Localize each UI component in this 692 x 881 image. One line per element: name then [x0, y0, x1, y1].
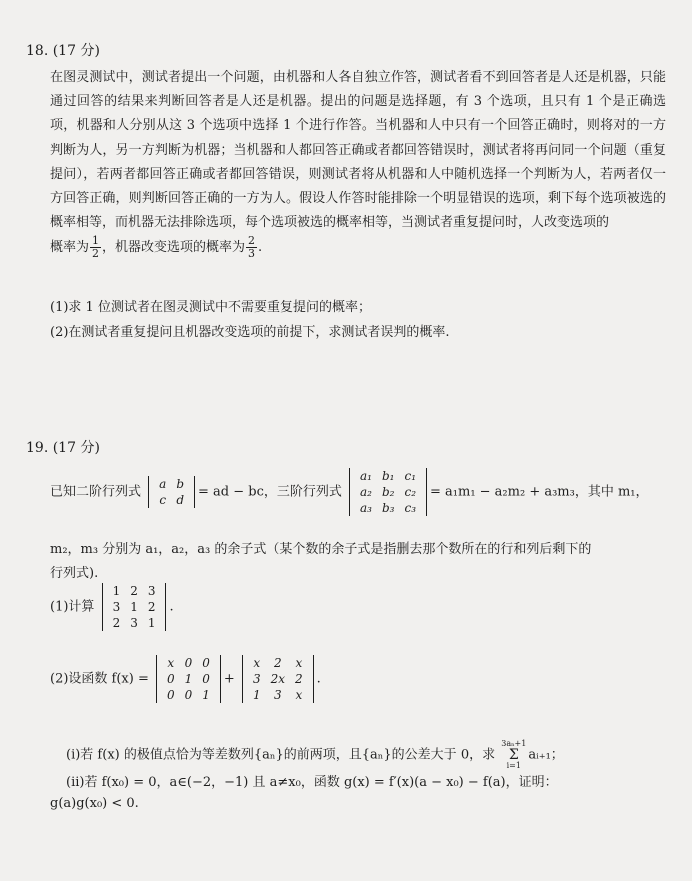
sub1-det-cell: 1 — [147, 616, 156, 630]
sub2-det1-cell: 1 — [202, 688, 210, 702]
sub1-det-cell: 3 — [130, 616, 138, 630]
sub2-det1-cell: x — [167, 656, 175, 670]
sub2-det2-cell: x — [253, 656, 261, 670]
sub1-det-cell: 2 — [130, 584, 138, 598]
summation-lower-limit: i=1 — [506, 761, 521, 770]
sub1-det-cell: 3 — [147, 584, 156, 598]
sub2-det2-cell: 3 — [273, 688, 282, 702]
det2-cell: a — [159, 477, 167, 491]
sub2-det2-cell: x — [295, 688, 303, 702]
q18-last-pre: 概率为 — [50, 240, 90, 256]
q19-intro-line2: m₂，m₃ 分别为 a₁，a₂，a₃ 的余子式（某个数的余子式是指删去那个数所在的行和列后剩下的 — [50, 542, 592, 557]
det2-cell: d — [176, 493, 184, 507]
q19-intro-eq1: = ad − bc，三阶行列式 — [198, 484, 342, 500]
sub2-det2-cell: 3 — [252, 672, 261, 686]
det3-cell: b₁ — [381, 469, 395, 483]
det3-cell: a₂ — [360, 485, 372, 499]
det3-cell: c₂ — [404, 485, 416, 499]
q19-sub2-end: . — [316, 671, 321, 687]
q19-sub2-i — [66, 740, 564, 770]
det3-cell: a₃ — [360, 501, 372, 515]
sub1-det-cell: 3 — [112, 600, 121, 614]
q19-sub1 — [50, 583, 174, 631]
det2-cell: b — [176, 477, 184, 491]
det3-cell: b₃ — [381, 501, 395, 515]
sub2-det2-cell: 2x — [270, 672, 286, 686]
q18-sub2: (2)在测试者重复提问且机器改变选项的前提下，求测试者误判的概率. — [50, 325, 450, 340]
det3-cell: c₃ — [404, 501, 416, 515]
q19-header: 19. (17 分) — [26, 440, 100, 456]
q19-sub2 — [50, 655, 321, 703]
q19-sub2-i-text: (i)若 f(x) 的极值点恰为等差数列{aₙ}的前两项，且{aₙ}的公差大于 0，求 — [66, 747, 496, 763]
q19-sub2-ii: (ii)若 f(x₀) = 0，a∈(−2，−1) 且 a≠x₀，函数 g(x) = f′(x)(a − x₀) − f(a)，证明： — [66, 775, 558, 790]
q19-sub1-pre: (1)计算 — [50, 599, 95, 615]
det3-cell: c₁ — [404, 469, 416, 483]
q18-fraction-2 — [246, 235, 257, 260]
q19-sub2-plus: + — [223, 671, 235, 687]
summation-term: aᵢ₊₁； — [528, 747, 564, 763]
q19-intro-line1 — [50, 468, 649, 516]
det2-matrix — [148, 476, 195, 508]
q18-body — [50, 66, 666, 261]
sub2-det1-cell: 0 — [202, 656, 210, 670]
q19-sub2-pre: (2)设函数 f(x) = — [50, 671, 149, 687]
q19-intro-line3: 行列式). — [50, 566, 99, 581]
q18-fraction-1 — [90, 235, 101, 260]
sub2-determinant-2 — [242, 655, 314, 703]
sub1-det-cell: 1 — [130, 600, 138, 614]
sub2-det1-cell: 0 — [202, 672, 210, 686]
q18-sub1: (1)求 1 位测试者在图灵测试中不需要重复提问的概率； — [50, 300, 371, 315]
sub2-det1-cell: 0 — [184, 656, 193, 670]
q18-header: 18. (17 分) — [26, 43, 100, 59]
det3-cell: b₂ — [381, 485, 395, 499]
q18-frac2-denominator: 3 — [248, 247, 256, 261]
q19-sub2-ii-line2: g(a)g(x₀) < 0. — [50, 796, 139, 811]
sub1-determinant — [102, 583, 167, 631]
det2-cell: c — [159, 493, 167, 507]
sub2-det1-cell: 0 — [167, 688, 175, 702]
q18-last-mid: ，机器改变选项的概率为 — [102, 240, 246, 256]
sub2-det2-cell: x — [295, 656, 303, 670]
q18-last-end: . — [258, 240, 263, 256]
sub1-det-cell: 1 — [112, 584, 121, 598]
q19-intro-eq2: = a₁m₁ − a₂m₂ + a₃m₃，其中 m₁， — [430, 484, 649, 500]
sub2-det1-cell: 0 — [167, 672, 175, 686]
sub1-det-cell: 2 — [112, 616, 121, 630]
det3-cell: a₁ — [360, 469, 372, 483]
q18-body-text: 在图灵测试中，测试者提出一个问题，由机器和人各自独立作答，测试者看不到回答者是人还是机器，只能通过回答的结果来判断回答者是人还是机器。提出的问题是选择题，有 3 个选项，且只有 1 个是正确选项，机器和人分别从这 3 个选项中选择 1 个进行作答。当机器和人中只有一个回答正确时，则将对的一方判断为人，另一方判断为机器；当机器和人都回答正确或者都回答错误时，测试者将再问同一个问题（重复提问），若两者都回答正确或者都回答错误，则测试者将从机器和人中随机选择一个判断为人，若两者仅一方回答正确，则判断回答正确的一方为人。假设人作答时能排除一个明显错误的选项，剩下每个选项被选的概率相等，而机器无法排除选项，每个选项被选的概率相等，当测试者重复提问时，人改变选项的 — [50, 70, 666, 231]
sub2-determinant-1 — [156, 655, 221, 703]
sub2-det1-cell: 0 — [184, 688, 193, 702]
sub2-det2-cell: 2 — [295, 672, 303, 686]
summation-symbol: 3aₙ+1 Σ i=1 — [501, 739, 527, 770]
sub1-det-cell: 2 — [147, 600, 156, 614]
det3-matrix — [349, 468, 427, 516]
q18-frac1-denominator: 2 — [92, 247, 100, 261]
sub2-det2-cell: 2 — [273, 656, 282, 670]
q18-frac2-numerator: 2 — [248, 234, 256, 248]
q19-sub1-end: . — [169, 599, 174, 615]
summation-upper-limit: 3aₙ+1 — [501, 739, 527, 748]
q18-frac1-numerator: 1 — [92, 234, 100, 248]
sub2-det2-cell: 1 — [252, 688, 261, 702]
sub2-det1-cell: 1 — [184, 672, 193, 686]
q19-intro-pre: 已知二阶行列式 — [50, 484, 142, 500]
